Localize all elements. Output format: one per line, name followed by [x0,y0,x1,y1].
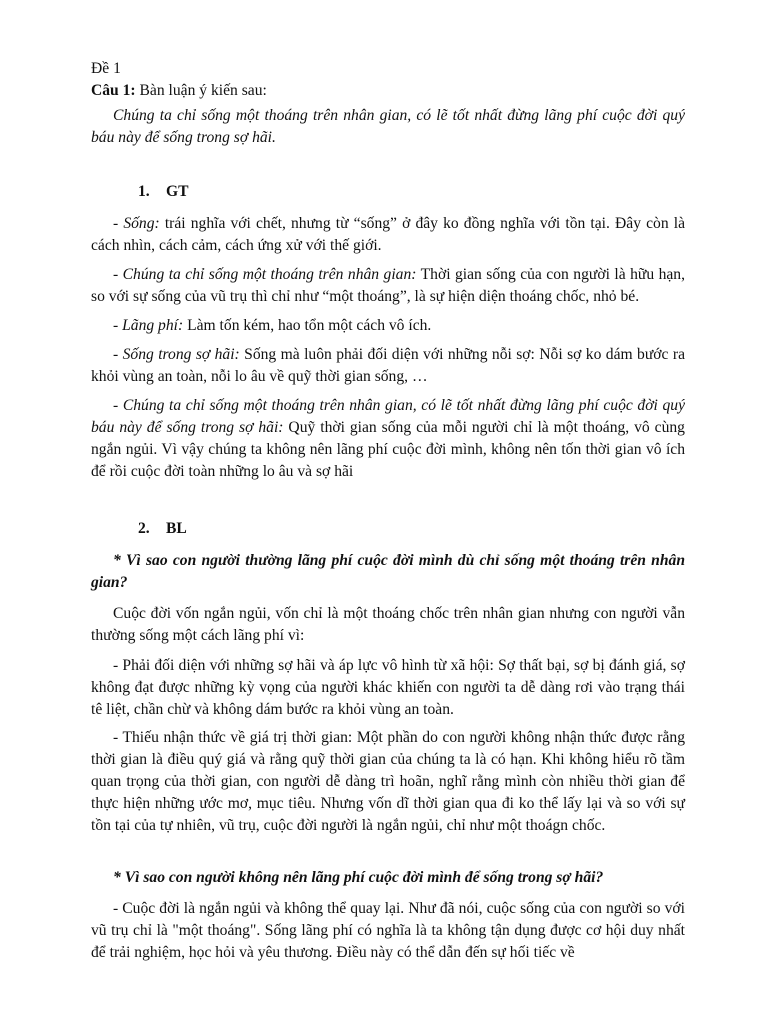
gt-item-text: trái nghĩa với chết, nhưng từ “sống” ở đây ko đồng nghĩa với tồn tại. Đây còn là cách nhìn, cách cảm, cách ứng xử với thế giới. [91,215,686,254]
gt-item-term: Chúng ta chỉ sống một thoáng trên nhân gian, có lẽ tốt nhất đừng lãng phí cuộc đời quý báu này để sống trong sợ hãi: [91,397,686,436]
gt-item-mot-thoang [91,264,685,308]
question-1-label: Câu 1: [91,82,136,99]
gt-item-so-hai [91,344,685,388]
question-1-line [91,80,685,102]
gt-item-term: Chúng ta chỉ sống một thoáng trên nhân gian: [122,266,417,283]
bl-paragraph-1: Cuộc đời vốn ngắn ngủi, vốn chỉ là một thoáng chốc trên nhân gian nhưng con người vẫn thường sống một cách lãng phí vì: [91,605,685,644]
quote: Chúng ta chỉ sống một thoáng trên nhân gian, có lẽ tốt nhất đừng lãng phí cuộc đời quý báu này để sống trong sợ hãi. [91,107,685,146]
gt-item-text: Thời gian sống của con người là hữu hạn, so với sự sống của vũ trụ thì chỉ như “một thoáng”, là sự hiện diện thoáng chốc, nhỏ bé. [91,266,685,305]
section-2-title: BL [166,520,187,537]
gt-item-song [91,213,685,257]
section-2-heading [138,518,685,540]
gt-item-term: Sống trong sợ hãi: [122,346,240,363]
exam-title: Đề 1 [91,60,121,77]
gt-item-prefix: - [113,215,124,232]
gt-item-text: Quỹ thời gian sống của mỗi người chỉ là một thoáng, vô cùng ngắn ngủi. Vì vậy chúng ta không nên lãng phí cuộc đời mình, không nên tốn thời gian vô ích để rồi cuộc đời toàn những lo âu và sợ hãi [91,419,685,480]
gt-item-term: Sống: [123,215,160,232]
gt-item-prefix: - [113,317,123,334]
gt-item-prefix: - [113,397,123,414]
section-1-heading [138,181,685,203]
gt-item-full-quote [91,395,685,483]
bl-paragraph-3: - Thiếu nhận thức về giá trị thời gian: Một phần do con người không nhận thức được rằng thời gian là điều quý giá và rằng quỹ thời gian của chúng ta là có hạn. Khi không hiểu rõ tầm quan trọng của thời gian, con người dễ dàng trì hoãn, nghĩ rằng mình còn nhiều thời gian để thực hiện những ước mơ, mục tiêu. Nhưng vốn dĩ thời gian qua đi ko thể lấy lại và so với sự tồn tại của tự nhiên, vũ trụ, cuộc đời người là ngắn ngủi, chỉ như một thoágn chốc. [91,729,685,834]
question-1-text: Bàn luận ý kiến sau: [135,82,267,99]
gt-item-lang-phi [91,315,685,337]
bl-question-1: * Vì sao con người thường lãng phí cuộc đời mình dù chỉ sống một thoáng trên nhân gian? [91,552,685,591]
bl-paragraph-4: - Cuộc đời là ngắn ngủi và không thể quay lại. Như đã nói, cuộc sống của con người so với vũ trụ chỉ là "một thoáng". Sống lãng phí có nghĩa là ta không tận dụng được cơ hội duy nhất để trải nghiệm, học hỏi và yêu thương. Điều này có thể dẫn đến sự hối tiếc về [91,900,685,961]
section-2-number: 2. [138,520,150,537]
document-content [91,58,685,964]
gt-item-prefix: - [113,346,123,363]
section-1-number: 1. [138,183,150,200]
bl-paragraph-2: - Phải đối diện với những sợ hãi và áp lực vô hình từ xã hội: Sợ thất bại, sợ bị đánh giá, sợ không đạt được những kỳ vọng của người khác khiến con người ta dễ dàng rơi vào trạng thái tê liệt, chần chừ và không dám bước ra khỏi vùng an toàn. [91,657,685,718]
gt-item-text: Sống mà luôn phải đối diện với những nỗi sợ: Nỗi sợ ko dám bước ra khỏi vùng an toàn, nỗi lo âu về quỹ thời gian sống, … [91,346,685,385]
gt-item-term: Lãng phí: [122,317,184,334]
bl-question-2: * Vì sao con người không nên lãng phí cuộc đời mình để sống trong sợ hãi? [113,869,604,886]
gt-item-prefix: - [113,266,123,283]
section-1-title: GT [166,183,189,200]
gt-item-text: Làm tốn kém, hao tổn một cách vô ích. [183,317,432,334]
